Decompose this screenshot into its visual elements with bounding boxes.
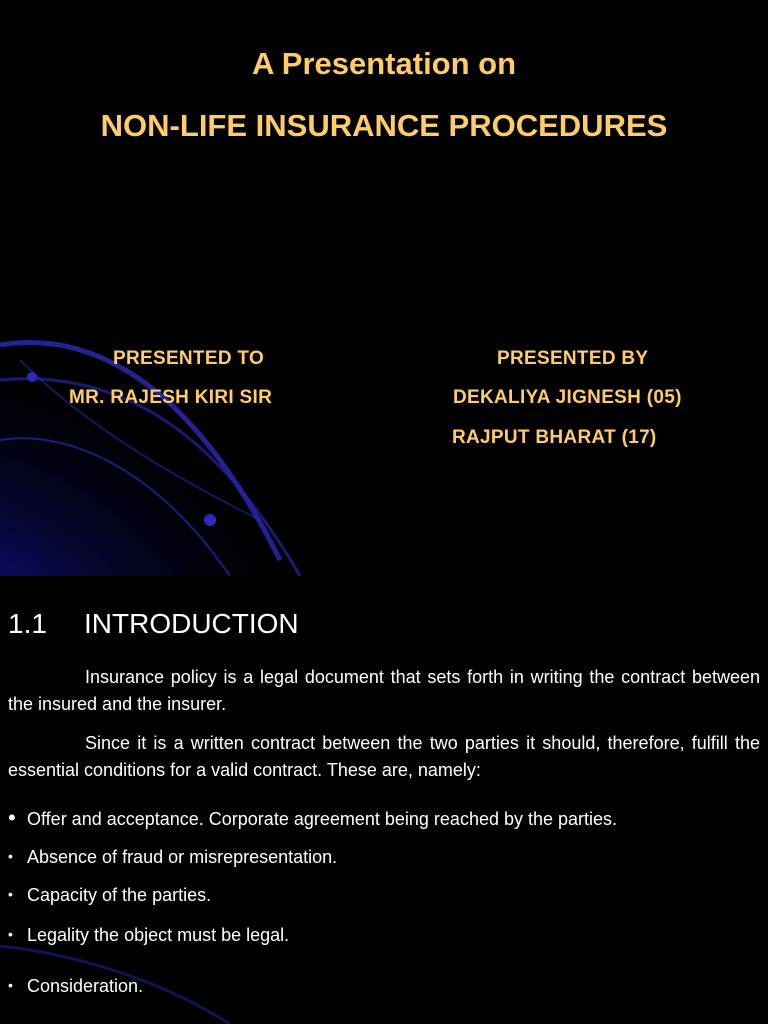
introduction-slide <box>0 576 768 1024</box>
bullet-item: • Consideration. <box>8 976 144 996</box>
presentation-title-line1: A Presentation on <box>251 46 517 81</box>
bullet-item: • Legality the object must be legal. <box>8 925 290 945</box>
body-paragraph: Since it is a written contract between the two parties it should, therefore, fulfill the essential conditions for a valid contract. These are, namely: <box>8 733 760 780</box>
bullet-dot-icon: • <box>8 848 13 864</box>
bullet-dot-icon: • <box>8 926 13 942</box>
section-number: 1.1 <box>8 608 47 639</box>
presentation-title-line2: NON-LIFE INSURANCE PROCEDURES <box>100 108 668 143</box>
presented-to-label: PRESENTED TO <box>113 348 265 369</box>
bullet-dot-icon: • <box>8 977 13 993</box>
presented-to-name: MR. RAJESH KIRI SIR <box>69 387 273 408</box>
section-heading <box>8 608 299 640</box>
presenter-name: RAJPUT BHARAT (17) <box>452 427 657 448</box>
bullet-dot-icon: • <box>8 805 16 830</box>
bullet-dot-icon: • <box>8 886 13 902</box>
bullet-item: • Offer and acceptance. Corporate agreement being reached by the parties. <box>8 805 618 830</box>
presented-by-label: PRESENTED BY <box>497 348 649 369</box>
section-title: INTRODUCTION <box>84 608 299 639</box>
presenter-name: DEKALIYA JIGNESH (05) <box>453 387 682 408</box>
blue-swirl-decoration <box>0 576 768 1024</box>
bullet-item: • Capacity of the parties. <box>8 885 212 905</box>
bullet-item: • Absence of fraud or misrepresentation. <box>8 847 338 867</box>
body-paragraph: Insurance policy is a legal document that sets forth in writing the contract between the insured and the insurer. <box>8 667 760 714</box>
